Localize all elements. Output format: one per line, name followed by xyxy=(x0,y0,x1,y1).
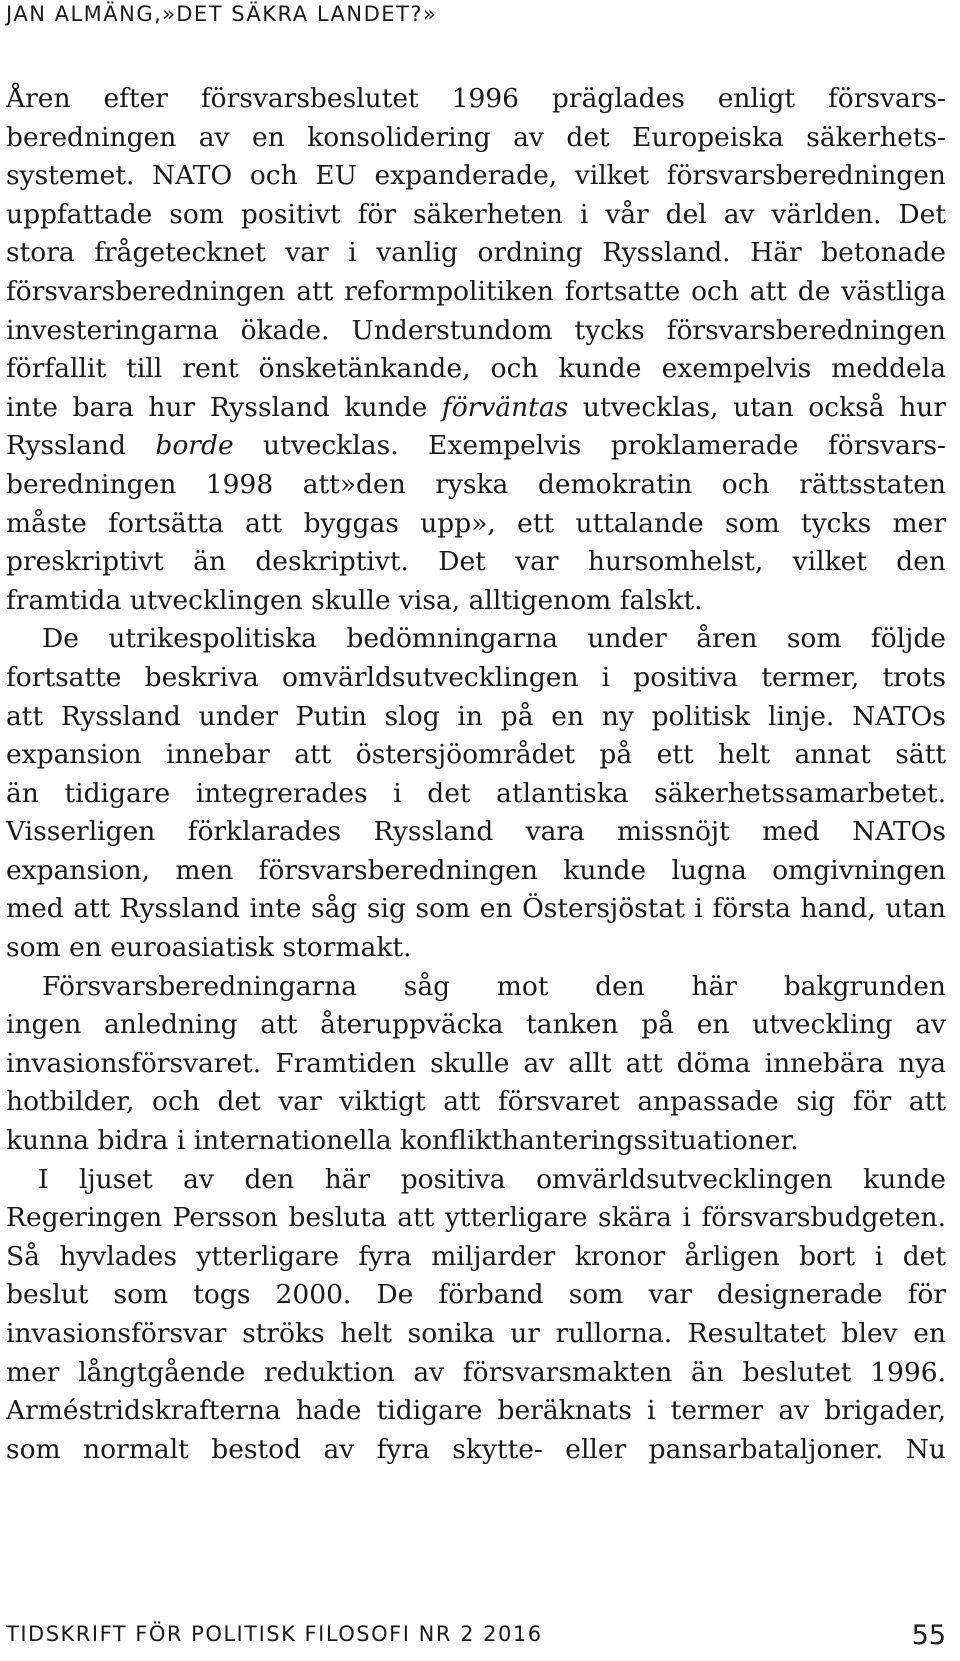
text-line: kunna bidra i internationella konflikthanteringssituationer. xyxy=(6,1125,799,1157)
text-line: Åren efter försvarsbeslutet 1996 präglades enligt försvars- xyxy=(6,83,946,114)
text-line: som en euroasiatisk stormakt. xyxy=(6,932,412,964)
text-segment: Ryssland xyxy=(6,430,156,462)
text-line: invasionsförsvar ströks helt sonika ur rullorna. Resultatet blev en xyxy=(6,1318,946,1349)
page-number: 55 xyxy=(911,1620,946,1651)
text-line: som normalt bestod av fyra skytte- eller pansarbataljoner. Nu xyxy=(6,1433,946,1465)
text-line: De utrikespolitiska bedömningarna under åren som följde xyxy=(42,623,946,655)
running-head: JAN ALMÄNG,»DET SÄKRA LANDET?» xyxy=(6,2,438,26)
text-line: invasionsförsvaret. Framtiden skulle av allt att döma innebära nya xyxy=(6,1047,946,1079)
text-line: måste fortsätta att byggas upp», ett uttalande som tycks mer xyxy=(6,507,946,539)
text-line: hotbilder, och det var viktigt att försvaret anpassade sig för att xyxy=(6,1086,946,1118)
text-line: ingen anledning att återuppväcka tanken på en utveckling av xyxy=(6,1009,946,1041)
text-line: uppfattade som positivt för säkerheten i vår del av världen. Det xyxy=(6,198,946,230)
paragraph xyxy=(6,620,946,967)
text-line: med att Ryssland inte såg sig som en Östersjöstat i första hand, utan xyxy=(6,893,946,925)
text-line: expansion, men försvarsberedningen kunde lugna omgivningen xyxy=(6,854,946,886)
text-line: I ljuset av den här positiva omvärldsutvecklingen kunde xyxy=(38,1163,946,1195)
text-line: Visserligen förklarades Ryssland vara missnöjt med NATOs xyxy=(6,816,946,848)
text-segment: utvecklas. Exempelvis proklamerade försvars- xyxy=(233,430,946,462)
paragraph xyxy=(6,1161,946,1470)
text-line: Arméstridskrafterna hade tidigare beräknats i termer av brigader, xyxy=(6,1395,946,1427)
text-segment: inte bara hur Ryssland kunde xyxy=(6,391,442,423)
text-line: Så hyvlades ytterligare fyra miljarder kronor årligen bort i det xyxy=(6,1240,946,1272)
text-line: att Ryssland under Putin slog in på en ny politisk linje. NATOs xyxy=(6,700,946,732)
text-segment: utvecklas, utan också hur xyxy=(568,391,946,423)
text-line: fortsatte beskriva omvärldsutvecklingen i positiva termer, trots xyxy=(6,661,946,693)
text-line: försvarsberedningen att reformpolitiken fortsatte och att de västliga xyxy=(6,275,946,307)
text-line: förfallit till rent önsketänkande, och kunde exempelvis meddela xyxy=(6,353,946,385)
text-line: Försvarsberedningarna såg mot den här bakgrunden xyxy=(42,970,946,1002)
text-line: än tidigare integrerades i det atlantiska säkerhetssamarbetet. xyxy=(6,777,946,809)
body-text xyxy=(6,80,946,1469)
paragraph xyxy=(6,80,946,620)
text-line: investeringarna ökade. Understundom tycks försvarsberedningen xyxy=(6,314,946,346)
text-line: preskriptivt än deskriptivt. Det var hursomhelst, vilket den xyxy=(6,546,946,578)
journal-footer: TIDSKRIFT FÖR POLITISK FILOSOFI NR 2 2016 xyxy=(6,1622,543,1646)
text-line xyxy=(6,389,946,428)
text-line: expansion innebar att östersjöområdet på ett helt annat sätt xyxy=(6,739,946,771)
text-line xyxy=(6,427,946,466)
text-line: beredningen av en konsolidering av det Europeiska säkerhets- xyxy=(6,121,946,153)
emphasized-word: förväntas xyxy=(441,391,569,423)
emphasized-word: borde xyxy=(155,430,234,462)
text-line: framtida utvecklingen skulle visa, alltigenom falskt. xyxy=(6,584,703,616)
text-line: Regeringen Persson besluta att ytterligare skära i försvarsbudgeten. xyxy=(6,1202,946,1234)
text-line: systemet. NATO och EU expanderade, vilket försvarsberedningen xyxy=(6,160,946,192)
text-line: mer långtgående reduktion av försvarsmakten än beslutet 1996. xyxy=(6,1356,946,1388)
paragraph xyxy=(6,968,946,1161)
text-line: beslut som togs 2000. De förband som var designerade för xyxy=(6,1279,946,1311)
text-line: beredningen 1998 att»den ryska demokratin och rättsstaten xyxy=(6,468,946,500)
text-line: stora frågetecknet var i vanlig ordning Ryssland. Här betonade xyxy=(6,237,946,269)
